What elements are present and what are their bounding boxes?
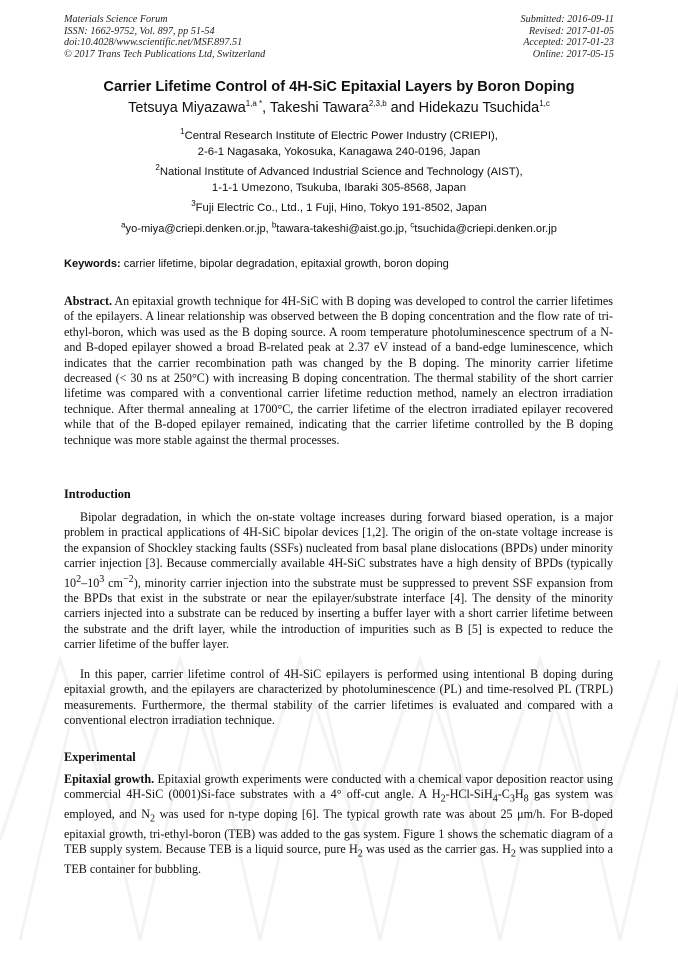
text-run: ), minority carrier injection into the substrate must be suppressed to prevent SSF expansion from the BPDs that exist in the substrate or near the epilayer/substrate interface [4]. The density of the minority carriers injected into a substrate can be reduced by inserting a buffer layer with a short carrier lifetime between the substrate and the drift layer, while the introduction of impurities such as B [5] is expected to reduce the carrier lifetime of the buffer layer.	[64, 575, 613, 652]
text-run: H	[514, 787, 524, 802]
experimental-paragraph	[64, 772, 613, 878]
superscript: 2	[76, 573, 82, 585]
keywords	[64, 258, 624, 270]
affiliation-1	[0, 129, 678, 160]
subscript: 2	[510, 848, 516, 860]
text-run: was supplied into a TEB container for bubbling.	[64, 842, 613, 877]
introduction-paragraph-1	[64, 510, 613, 653]
affiliation-number: 1	[180, 127, 185, 137]
affiliation-number: 3	[191, 199, 196, 209]
online-date: Online: 2017-05-15	[532, 48, 614, 60]
email-superscript: b	[271, 220, 277, 230]
email-link[interactable]: tsuchida@criepi.denken.or.jp	[414, 223, 557, 235]
revised-date: Revised: 2017-01-05	[528, 25, 614, 37]
text-run: Bipolar degradation, in which the on-state voltage increases during forward biased operation, is a major problem in practical applications of 4H-SiC bipolar devices [1,2]. The origin of the on-state voltage increase is the expansion of Shockley stacking faults (SSFs) nucleated from basal plane dislocations (BPDs) under minority carrier injection [3]. Because commercially available 4H-SiC substrates have a high density of BPDs (typically 10	[64, 510, 613, 590]
keywords-text: carrier lifetime, bipolar degradation, epitaxial growth, boron doping	[120, 258, 449, 270]
text-run: was used as the carrier gas. H	[362, 842, 511, 857]
author-separator: and	[386, 100, 419, 116]
author-name: Tetsuya Miyazawa	[128, 100, 246, 116]
text-run: –10	[81, 575, 100, 590]
text-run: was used for n-type doping [6]. The typical growth rate was about 25 μm/h. For B-doped epitaxial growth, tri-ethyl-boron (TEB) was added to the gas system. Figure 1 shows the schematic diagram of a TEB supply system. Because TEB is a liquid source, pure H	[64, 807, 613, 857]
journal-name: Materials Science Forum	[64, 14, 168, 25]
affiliation-number: 2	[155, 163, 160, 173]
affiliation-line: Central Research Institute of Electric Power Industry (CRIEPI),	[184, 130, 498, 142]
accepted-date: Accepted: 2017-01-23	[523, 37, 614, 48]
paper-title: Carrier Lifetime Control of 4H-SiC Epitaxial Layers by Boron Doping	[103, 79, 575, 95]
issn: ISSN: 1662-9752, Vol. 897, pp 51-54	[64, 25, 215, 37]
subscript: 3	[509, 793, 515, 805]
superscript: −2	[122, 573, 134, 585]
affiliation-2	[0, 165, 678, 196]
experimental-heading: Experimental	[64, 750, 136, 764]
author-separator: ,	[262, 100, 270, 116]
abstract	[64, 294, 613, 448]
superscript: 3	[99, 573, 105, 585]
keywords-label: Keywords:	[64, 258, 121, 270]
submitted-date: Submitted: 2016-09-11	[520, 14, 614, 25]
email-list	[0, 220, 678, 235]
introduction-paragraph-2: In this paper, carrier lifetime control of 4H-SiC epilayers is performed using intentional B doping during epitaxial growth, and the epilayers are characterized by photoluminescence (PL) and time-resolved PL (TRPL) measurements. Furthermore, the thermal stability of the carrier lifetimes is evaluated and compared with a conventional electron irradiation technique.	[64, 667, 613, 728]
subsection-label: Epitaxial growth.	[64, 772, 155, 786]
author-superscript: 1,a *	[245, 99, 263, 109]
author-list	[0, 100, 678, 116]
text-run: -HCl-SiH	[445, 787, 493, 802]
subscript: 2	[357, 848, 363, 860]
subscript: 2	[440, 793, 446, 805]
publication-dates	[521, 14, 614, 60]
email-superscript: c	[410, 220, 415, 230]
email-superscript: a	[121, 220, 126, 230]
subscript: 4	[492, 793, 498, 805]
author-superscript: 2,3,b	[368, 99, 387, 109]
text-run: gas system was employed, and N	[64, 787, 613, 822]
doi: doi:10.4028/www.scientific.net/MSF.897.51	[64, 37, 243, 48]
email-link[interactable]: tawara-takeshi@aist.go.jp	[276, 223, 405, 235]
subscript: 2	[150, 813, 156, 825]
author-name: Hidekazu Tsuchida	[418, 100, 540, 116]
subscript: 8	[523, 793, 529, 805]
text-run: -C	[497, 787, 510, 802]
abstract-text: An epitaxial growth technique for 4H-SiC with B doping was developed to control the carrier lifetimes of the epilayers. A linear relationship was observed between the B doping concentration and the flow rate of tri-ethyl-boron, which was used as the B doping source. A room temperature photoluminescence spectrum of a N- and B-doped epilayer showed a broad B-related peak at 2.37 eV instead of a band-edge luminescence, which indicates that the carrier recombination path was changed by the B doping. The minority carrier lifetime decreased (< 30 ns at 250°C) with increasing B doping concentration. The thermal stability of the short carrier lifetime was compared with a conventional carrier lifetime reduction method, namely an electron irradiation technique. After thermal annealing at 1700°C, the carrier lifetime of the electron irradiated epilayer recovered while that of the B-doped epilayer remained, indicating that the carrier lifetime controlled by the B doping technique was more stable against the thermal processes.	[64, 294, 613, 447]
author-superscript: 1,c	[539, 99, 550, 109]
introduction-heading: Introduction	[64, 487, 131, 501]
abstract-label: Abstract.	[64, 294, 113, 308]
journal-info	[64, 14, 265, 60]
affiliation-line: National Institute of Advanced Industrial Science and Technology (AIST),	[159, 166, 523, 178]
affiliation-line: 2-6-1 Nagasaka, Yokosuka, Kanagawa 240-0196, Japan	[197, 145, 481, 158]
text-run: Epitaxial growth experiments were conducted with a chemical vapor deposition reactor using commercial 4H-SiC (0001)Si-face substrates with a 4° off-cut angle. A H	[64, 772, 613, 802]
email-link[interactable]: yo-miya@criepi.denken.or.jp	[125, 223, 266, 235]
affiliation-line: Fuji Electric Co., Ltd., 1 Fuji, Hino, Tokyo 191-8502, Japan	[195, 202, 487, 214]
text-run: cm	[104, 575, 123, 590]
email-separator: ,	[404, 223, 411, 235]
affiliation-3	[0, 201, 678, 217]
email-separator: ,	[265, 223, 272, 235]
copyright: © 2017 Trans Tech Publications Ltd, Switzerland	[64, 48, 266, 60]
affiliation-line: 1-1-1 Umezono, Tsukuba, Ibaraki 305-8568, Japan	[211, 181, 467, 194]
author-name: Takeshi Tawara	[269, 100, 369, 116]
